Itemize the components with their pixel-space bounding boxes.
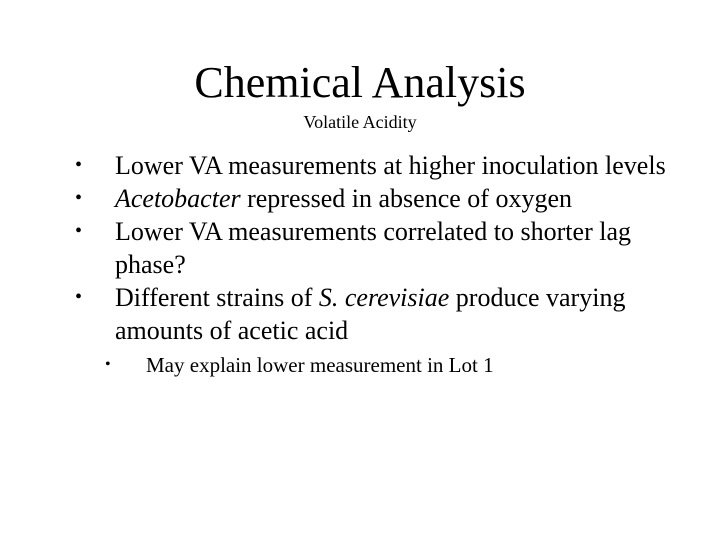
bullet-text	[115, 182, 675, 215]
bullet-text-segment: Different strains of	[115, 283, 319, 312]
bullet-text	[115, 149, 675, 182]
bullet-item	[0, 281, 720, 347]
bullet-item	[0, 149, 720, 182]
bullet-icon: •	[75, 286, 83, 308]
bullet-text	[115, 215, 675, 281]
bullet-icon: •	[75, 220, 83, 242]
sub-bullet-icon: •	[105, 356, 111, 373]
bullet-text	[115, 281, 675, 347]
bullet-list	[0, 149, 720, 379]
bullet-text-italic-segment: Acetobacter	[115, 184, 241, 213]
bullet-text-segment: Lower VA measurements at higher inoculation levels	[115, 151, 666, 180]
bullet-icon: •	[75, 154, 83, 176]
sub-bullet-item	[0, 351, 720, 379]
bullet-text-segment: produce varying amounts of acetic acid	[115, 283, 626, 345]
slide-title: Chemical Analysis	[194, 58, 526, 107]
bullet-item	[0, 215, 720, 281]
bullet-text-italic-segment: S. cerevisiae	[318, 283, 450, 312]
sub-bullet-text: May explain lower measurement in Lot 1	[146, 353, 494, 377]
bullet-text-segment: repressed in absence of oxygen	[240, 184, 572, 213]
bullet-text-segment: Lower VA measurements correlated to shorter lag phase?	[115, 217, 631, 279]
bullet-item	[0, 182, 720, 215]
bullet-icon: •	[75, 187, 83, 209]
slide-subtitle: Volatile Acidity	[303, 112, 417, 132]
